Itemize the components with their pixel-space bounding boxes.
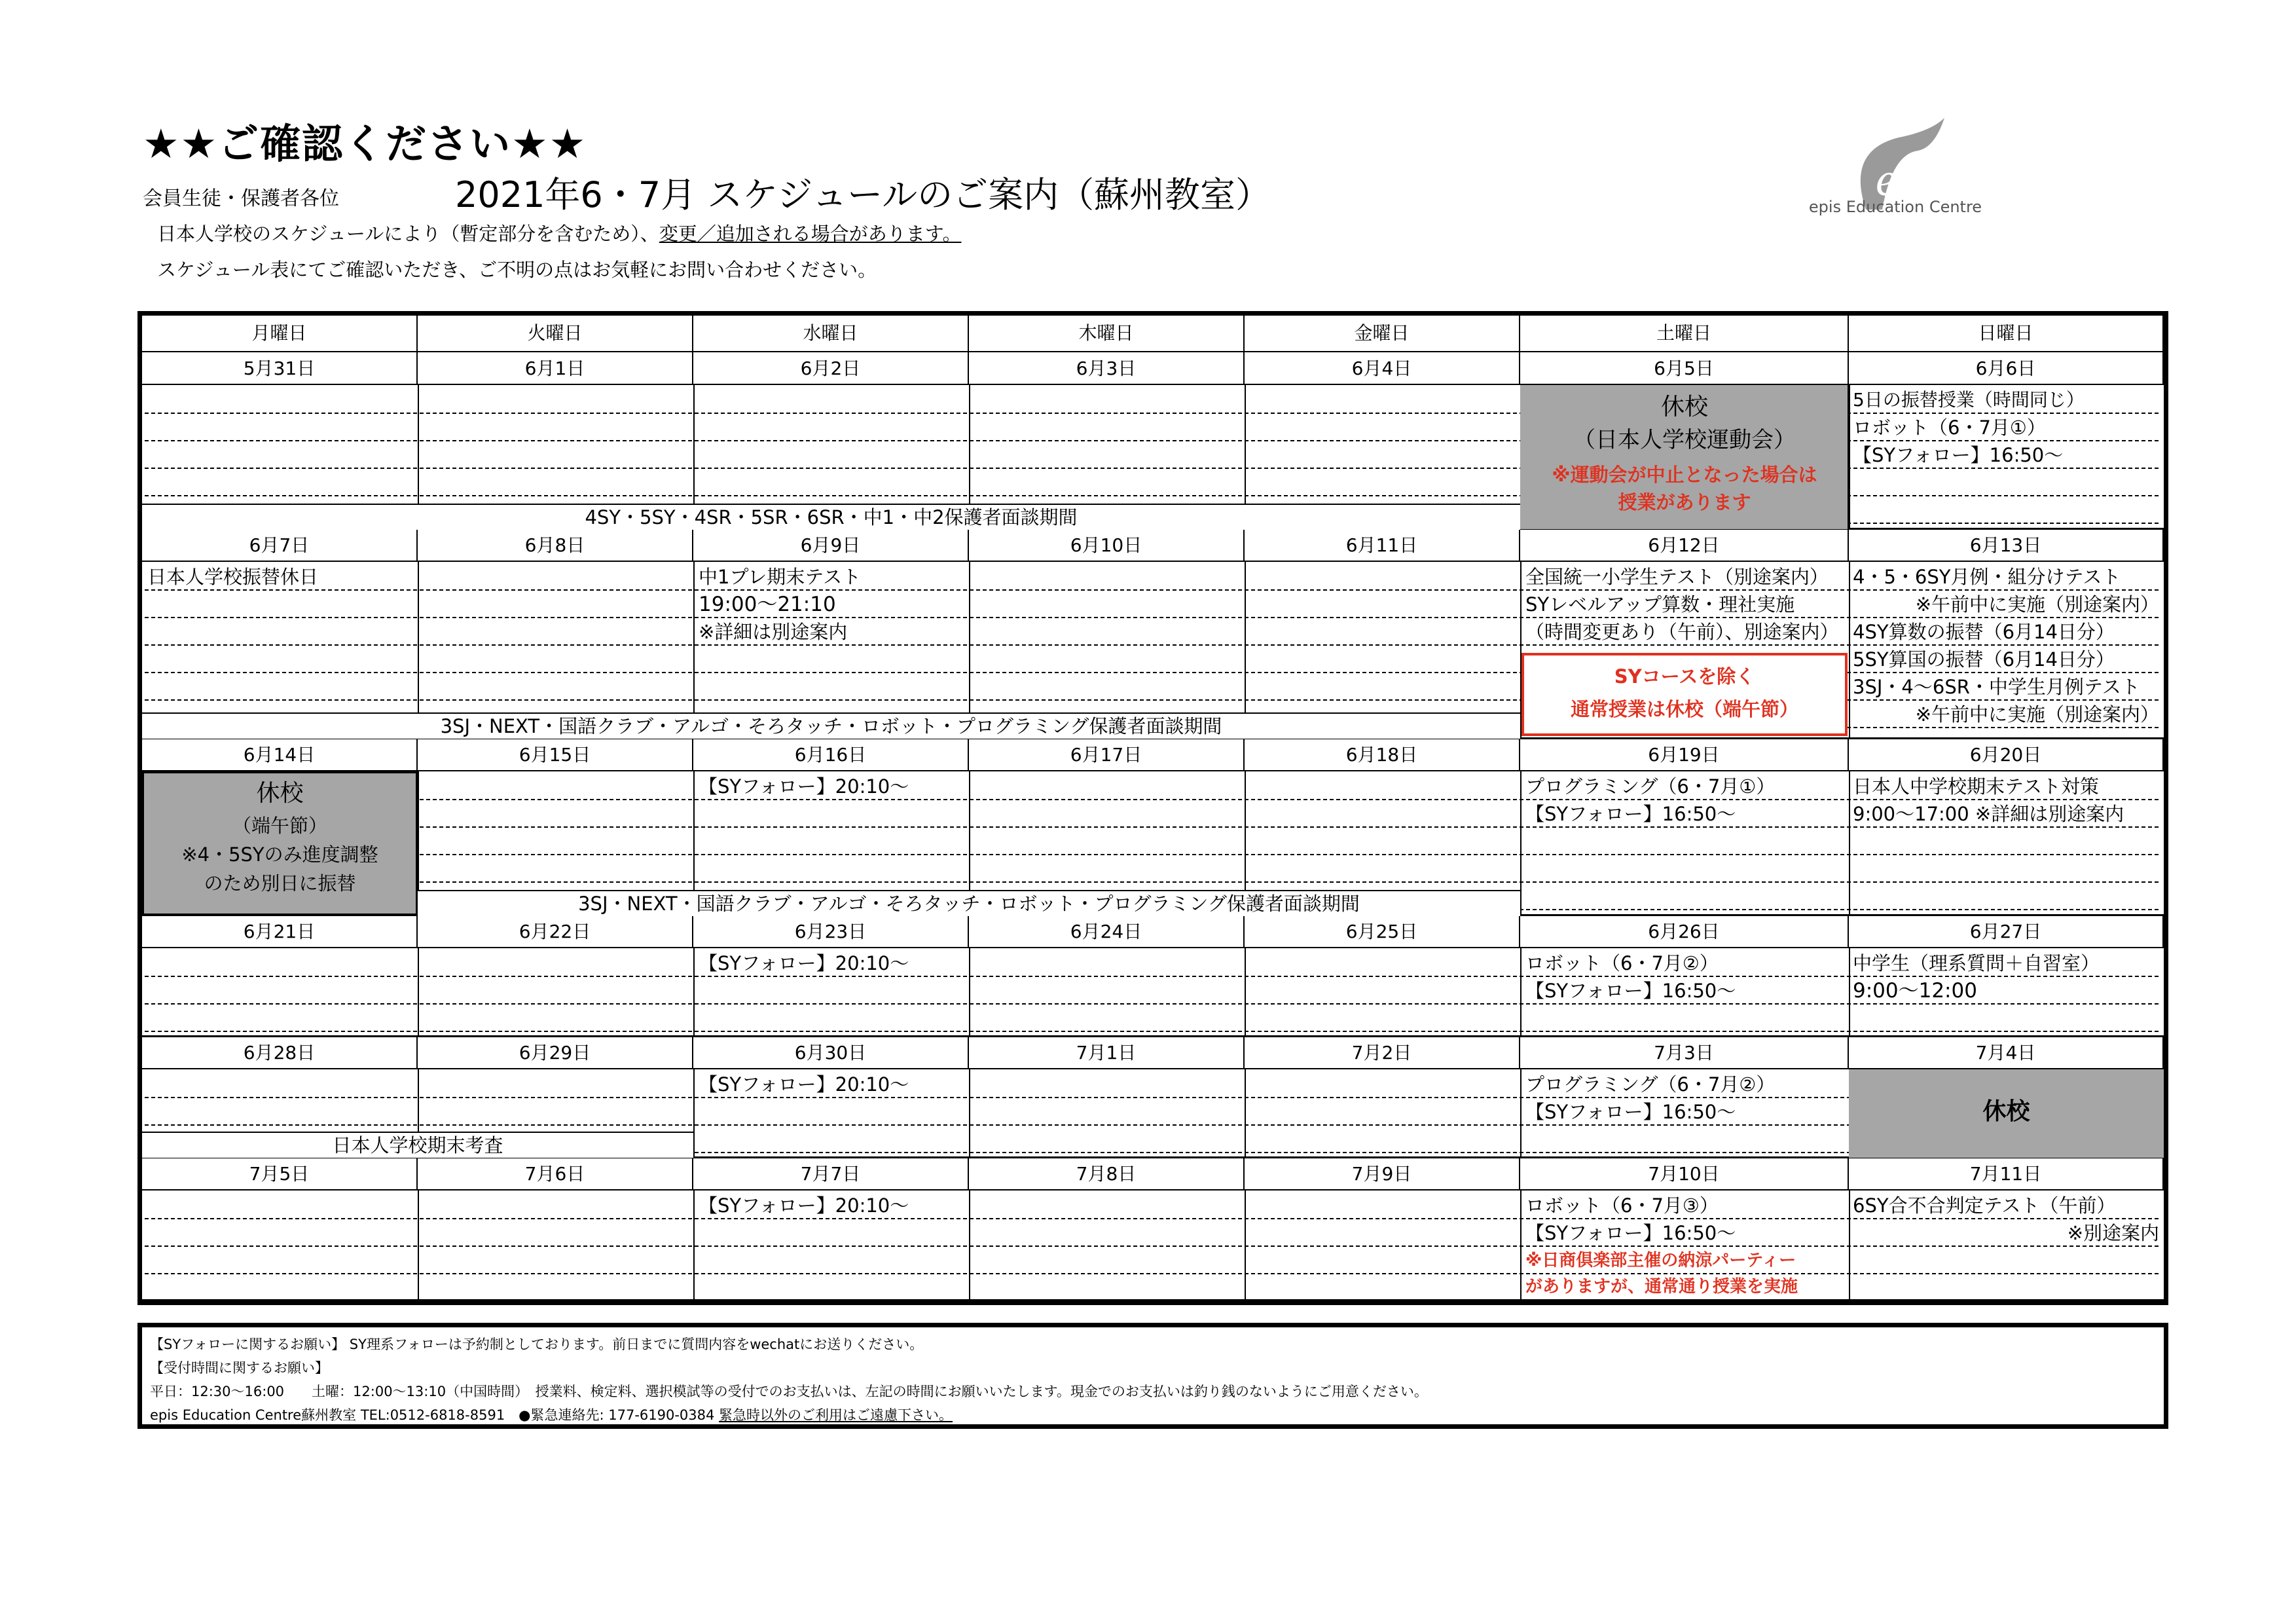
column-divider [969,1069,970,1158]
notice-line-2: スケジュール表にてご確認いただき、ご不明の点はお気軽にお問い合わせください。 [157,259,877,281]
event-text: 9:00～12:00 [1853,979,1977,1003]
event-text: 【SYフォロー】20:10～ [699,1073,909,1096]
column-divider [1849,771,1850,915]
week-divider [142,1299,2164,1301]
column-divider [693,948,695,1037]
closed-note: ※運動会が中止となった場合は [1552,464,1817,486]
holiday-notice: SYコースを除く [1614,665,1755,688]
date-cell: 6月16日 [693,739,969,771]
date-cell: 6月30日 [693,1037,969,1069]
date-cell: 6月22日 [418,915,693,948]
date-cell: 6月14日 [142,739,418,771]
date-cell: 6月7日 [142,529,418,562]
column-divider [693,1069,695,1158]
event-text: 中学生（理系質問＋自習室） [1853,952,2100,974]
column-divider [1520,771,1522,915]
note-line-4 [150,1403,2156,1427]
event-text: 5日の振替授業（時間同じ） [1853,389,2085,411]
event-text: 5SY算国の振替（6月14日分） [1853,648,2115,671]
event-text: 全国統一小学生テスト（別途案内） [1525,566,1829,588]
closed-reason: （端午節） [232,815,327,837]
date-cell: 6月27日 [1849,915,2164,948]
event-text: がありますが、通常通り授業を実施 [1525,1277,1798,1297]
date-cell: 7月11日 [1849,1158,2164,1190]
interview-period-band: 3SJ・NEXT・国語クラブ・アルゴ・そろタッチ・ロボット・プログラミング保護者面談期間 [418,890,1520,916]
date-cell: 7月5日 [142,1158,418,1190]
headline-stars: ★★ご確認ください★★ [143,120,587,168]
column-divider [1849,562,1850,739]
event-text: ※詳細は別途案内 [699,621,848,643]
note-line-4-a: epis Education Centre蘇州教室 TEL:0512-6818-8591 ●緊急連絡先: 177-6190-0384 [150,1407,720,1423]
logo-mark-text: epis [1876,153,1952,206]
event-text: プログラミング（6・7月①） [1525,775,1776,798]
column-divider [1245,948,1246,1037]
notes-box [137,1323,2168,1429]
date-cell: 6月9日 [693,529,969,562]
event-text: ※午前中に実施（別途案内） [1915,703,2159,726]
weekday-header: 木曜日 [969,316,1245,352]
weekday-header: 火曜日 [418,316,693,352]
date-cell: 7月7日 [693,1158,969,1190]
date-cell: 7月2日 [1245,1037,1520,1069]
notice-line-1 [157,219,961,246]
event-text: 【SYフォロー】20:10～ [699,952,909,974]
date-cell: 6月3日 [969,352,1245,385]
event-text: ロボット（6・7月①） [1853,416,2046,439]
date-cell: 6月17日 [969,739,1245,771]
closed-label: 休校 [256,780,304,807]
event-text: 9:00～17:00 ※詳細は別途案内 [1853,803,2124,825]
closed-note: ※4・5SYのみ進度調整 [181,843,378,866]
date-cell: 6月18日 [1245,739,1520,771]
closed-note: 授業があります [1618,491,1751,513]
date-cell: 6月19日 [1520,739,1849,771]
column-divider [969,948,970,1037]
date-cell: 6月21日 [142,915,418,948]
event-text: ロボット（6・7月②） [1525,952,1719,974]
note-line-4-b: 緊急時以外のご利用はご遠慮下さい。 [719,1407,953,1423]
date-cell: 7月3日 [1520,1037,1849,1069]
event-text: 【SYフォロー】16:50～ [1525,980,1736,1002]
event-text: 中1プレ期末テスト [699,566,862,588]
column-divider [418,948,419,1037]
interview-period-band: 4SY・5SY・4SR・5SR・6SR・中1・中2保護者面談期間 [142,504,1520,530]
logo-caption: epis Education Centre [1808,198,1982,216]
date-cell: 6月29日 [418,1037,693,1069]
date-cell: 6月4日 [1245,352,1520,385]
weekday-header: 土曜日 [1520,316,1849,352]
interview-period-band: 3SJ・NEXT・国語クラブ・アルゴ・そろタッチ・ロボット・プログラミング保護者面談期間 [142,712,1520,739]
note-line-2: 【受付時間に関するお願い】 [150,1360,329,1376]
event-text: ※別途案内 [2067,1222,2159,1244]
date-cell: 6月8日 [418,529,693,562]
date-cell: 7月8日 [969,1158,1245,1190]
column-divider [1520,948,1522,1037]
date-cell: 7月9日 [1245,1158,1520,1190]
event-text: ロボット（6・7月③） [1525,1194,1719,1217]
dashed-rule [145,1273,2159,1274]
schedule-calendar [137,311,2168,1305]
event-text: ※午前中に実施（別途案内） [1915,593,2159,616]
event-text: 4・5・6SY月例・組分けテスト [1853,566,2121,588]
dashed-rule [145,495,2159,496]
event-text: 【SYフォロー】16:50～ [1525,803,1736,825]
date-cell: 6月28日 [142,1037,418,1069]
date-cell: 7月4日 [1849,1037,2164,1069]
event-text: 3SJ・4～6SR・中学生月例テスト [1853,676,2140,698]
dashed-rule [145,854,2159,855]
note-line-3: 平日：12:30～16:00 土曜：12:00～13:10（中国時間） 授業料、検定料、選択模試等の受付でのお支払いは、左記の時間にお願いいたします。現金でのお支払いは釣り銭のないようにご用意ください。 [150,1384,1428,1399]
date-cell: 6月24日 [969,915,1245,948]
event-text: 4SY算数の振替（6月14日分） [1853,621,2115,643]
column-divider [1849,948,1850,1037]
date-cell: 6月10日 [969,529,1245,562]
date-cell: 7月6日 [418,1158,693,1190]
event-text: 【SYフォロー】16:50～ [1525,1101,1736,1123]
event-text: 【SYフォロー】16:50～ [1525,1222,1736,1244]
date-cell: 6月25日 [1245,915,1520,948]
event-text: 【SYフォロー】16:50～ [1853,444,2064,466]
event-text: 19:00～21:10 [699,593,836,616]
date-cell: 6月11日 [1245,529,1520,562]
holiday-notice: 通常授業は休校（端午節） [1570,698,1798,720]
date-cell: 7月10日 [1520,1158,1849,1190]
event-text: SYレベルアップ算数・理社実施 [1525,593,1795,616]
date-cell: 6月2日 [693,352,969,385]
date-cell: 6月20日 [1849,739,2164,771]
note-line-1: 【SYフォローに関するお願い】 SY理系フォローは予約制としております。前日までに質問内容をwechatにお送りください。 [150,1337,924,1352]
closed-label: 休校 [1660,394,1708,420]
dashed-rule [145,881,2159,883]
exam-period-band: 日本人学校期末考査 [142,1132,693,1158]
date-cell: 6月23日 [693,915,969,948]
date-cell: 6月13日 [1849,529,2164,562]
dashed-rule [145,1031,2159,1032]
date-cell: 6月26日 [1520,915,1849,948]
date-cell: 6月1日 [418,352,693,385]
weekday-header: 金曜日 [1245,316,1520,352]
date-cell: 6月6日 [1849,352,2164,385]
date-cell: 6月5日 [1520,352,1849,385]
closed-label: 休校 [1982,1098,2030,1125]
column-divider [1849,385,1850,529]
column-divider [1520,1069,1522,1158]
date-cell: 6月12日 [1520,529,1849,562]
event-text: プログラミング（6・7月②） [1525,1073,1776,1096]
weekday-header: 水曜日 [693,316,969,352]
notice-line-1-b: 変更／追加される場合があります。 [659,223,962,245]
closed-reason: （日本人学校運動会） [1573,427,1796,453]
page-title: 2021年6・7月 スケジュールのご案内（蘇州教室） [455,174,1271,215]
event-text: 6SY合不合判定テスト（午前） [1853,1194,2116,1217]
addressee: 会員生徒・保護者各位 [143,187,339,210]
event-text: 【SYフォロー】20:10～ [699,1194,909,1217]
weekday-header: 日曜日 [1849,316,2164,352]
event-text: ※日商倶楽部主催の納涼パーティー [1525,1251,1796,1270]
event-text: 【SYフォロー】20:10～ [699,775,909,798]
weekday-header: 月曜日 [142,316,418,352]
event-text: 日本人中学校期末テスト対策 [1853,775,2099,798]
date-cell: 5月31日 [142,352,418,385]
event-text: （時間変更あり（午前）、別途案内） [1525,621,1839,643]
date-cell: 6月15日 [418,739,693,771]
column-divider [1245,1069,1246,1158]
closed-note: のため別日に振替 [204,872,356,895]
date-cell: 7月1日 [969,1037,1245,1069]
event-text: 日本人学校振替休日 [147,566,319,588]
notice-line-1-a: 日本人学校のスケジュールにより（暫定部分を含むため）、 [157,223,659,245]
